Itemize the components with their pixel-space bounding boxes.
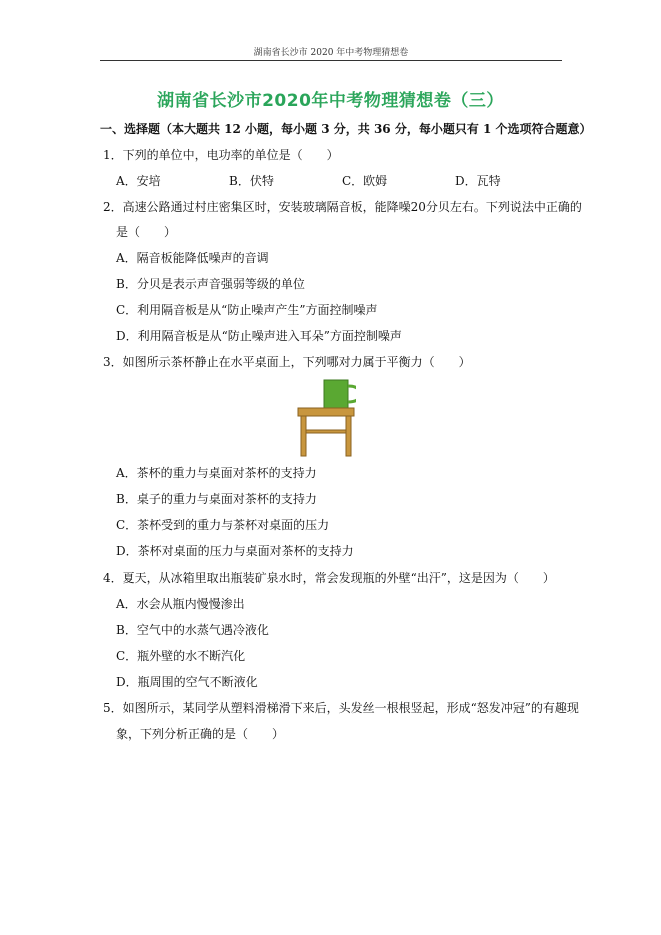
header-rule (100, 60, 562, 61)
question-2-stem-cont: 是（ ） (116, 225, 177, 239)
question-3-option-c: C．茶杯受到的重力与茶杯对桌面的压力 (116, 518, 330, 532)
question-2-option-a: A．隔音板能降低噪声的音调 (116, 251, 269, 265)
question-2-option-b: B．分贝是表示声音强弱等级的单位 (116, 277, 305, 291)
question-4-option-c: C．瓶外壁的水不断汽化 (116, 649, 246, 663)
question-1-stem: 1．下列的单位中，电功率的单位是（ ） (103, 148, 339, 162)
question-5-stem-cont: 象，下列分析正确的是（ ） (116, 727, 285, 741)
question-5-stem: 5．如图所示，某同学从塑料滑梯滑下来后，头发丝一根根竖起，形成“怒发冲冠”的有趣现 (103, 701, 579, 715)
page-title: 湖南省长沙市2020年中考物理猜想卷（三） (157, 91, 504, 111)
cup-icon (324, 380, 356, 408)
question-3-option-b: B．桌子的重力与桌面对茶杯的支持力 (116, 492, 317, 506)
question-3-option-d: D．茶杯对桌面的压力与桌面对茶杯的支持力 (116, 544, 354, 558)
cup-on-table-figure (296, 378, 356, 458)
question-2-option-c: C．利用隔音板是从“防止噪声产生”方面控制噪声 (116, 303, 378, 317)
question-2-stem: 2．高速公路通过村庄密集区时，安装玻璃隔音板，能降噪20分贝左右。下列说法中正确的 (103, 200, 582, 214)
question-1-option-c: C．欧姆 (342, 174, 388, 188)
question-4-option-d: D．瓶周围的空气不断液化 (116, 675, 258, 689)
table-icon (298, 408, 354, 456)
question-4-option-b: B．空气中的水蒸气遇冷液化 (116, 623, 269, 637)
question-1-option-b: B．伏特 (229, 174, 274, 188)
question-4-stem: 4．夏天，从冰箱里取出瓶装矿泉水时，常会发现瓶的外壁“出汗”，这是因为（ ） (103, 571, 555, 585)
question-3-stem: 3．如图所示茶杯静止在水平桌面上，下列哪对力属于平衡力（ ） (103, 355, 471, 369)
question-4-option-a: A．水会从瓶内慢慢渗出 (116, 597, 245, 611)
section-heading: 一、选择题（本大题共 12 小题，每小题 3 分，共 36 分，每小题只有 1 个选项符合题意） (100, 122, 592, 136)
question-1-option-d: D．瓦特 (455, 174, 501, 188)
question-1-option-a: A．安培 (116, 174, 161, 188)
running-header: 湖南省长沙市 2020 年中考物理猜想卷 (253, 48, 409, 58)
question-3-option-a: A．茶杯的重力与桌面对茶杯的支持力 (116, 466, 317, 480)
question-2-option-d: D．利用隔音板是从“防止噪声进入耳朵”方面控制噪声 (116, 329, 402, 343)
